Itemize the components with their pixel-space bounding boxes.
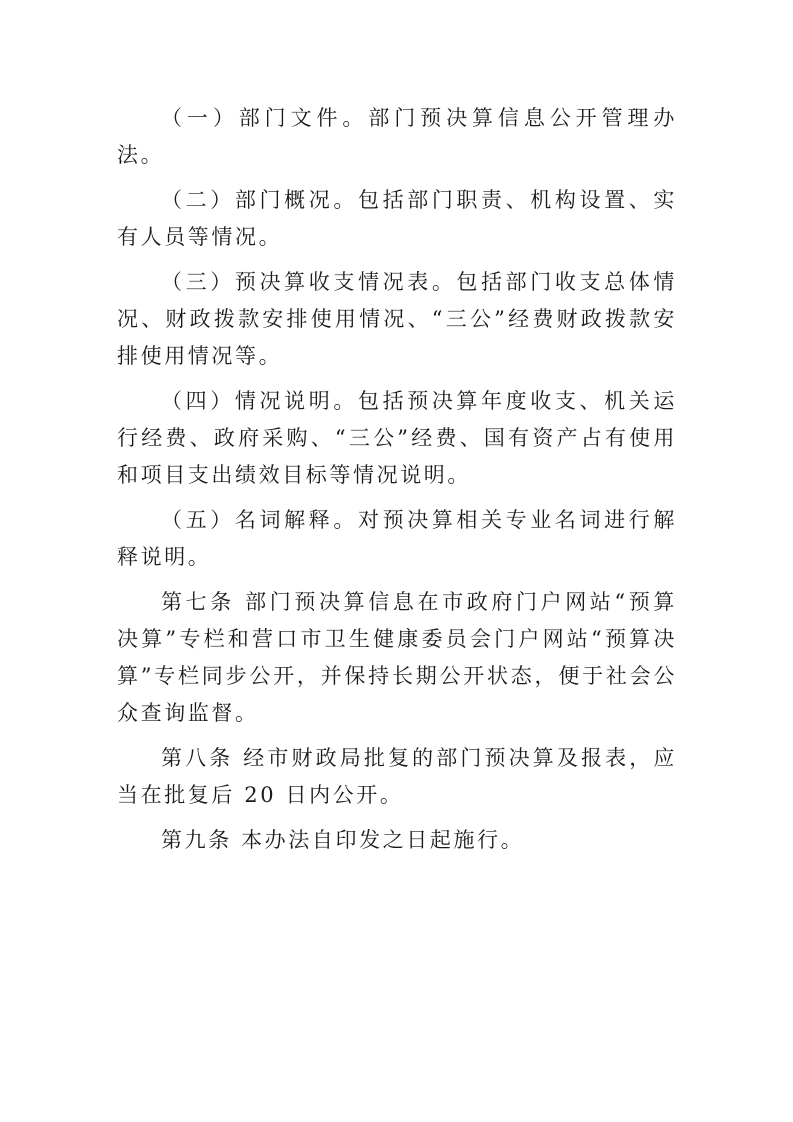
article-seven: 第七条 部门预决算信息在市政府门户网站“预算决算”专栏和营口市卫生健康委员会门户网站“预算决算”专栏同步公开，并保持长期公开状态，便于社会公众查询监督。 <box>117 590 677 725</box>
document-body <box>117 100 677 867</box>
paragraph-dept-overview: （二）部门概况。包括部门职责、机构设置、实有人员等情况。 <box>117 188 677 249</box>
article-eight: 第八条 经市财政局批复的部门预决算及报表，应当在批复后 20 日内公开。 <box>117 746 677 807</box>
article-nine: 第九条 本办法自印发之日起施行。 <box>161 828 525 852</box>
paragraph-glossary: （五）名词解释。对预决算相关专业名词进行解释说明。 <box>117 508 677 569</box>
paragraph-dept-documents: （一）部门文件。部门预决算信息公开管理办法。 <box>117 106 677 167</box>
paragraph-budget-tables: （三）预决算收支情况表。包括部门收支总体情况、财政拨款安排使用情况、“三公”经费财政拨款安排使用情况等。 <box>117 270 677 368</box>
paragraph-explanation: （四）情况说明。包括预决算年度收支、机关运行经费、政府采购、“三公”经费、国有资产占有使用和项目支出绩效目标等情况说明。 <box>117 389 677 487</box>
